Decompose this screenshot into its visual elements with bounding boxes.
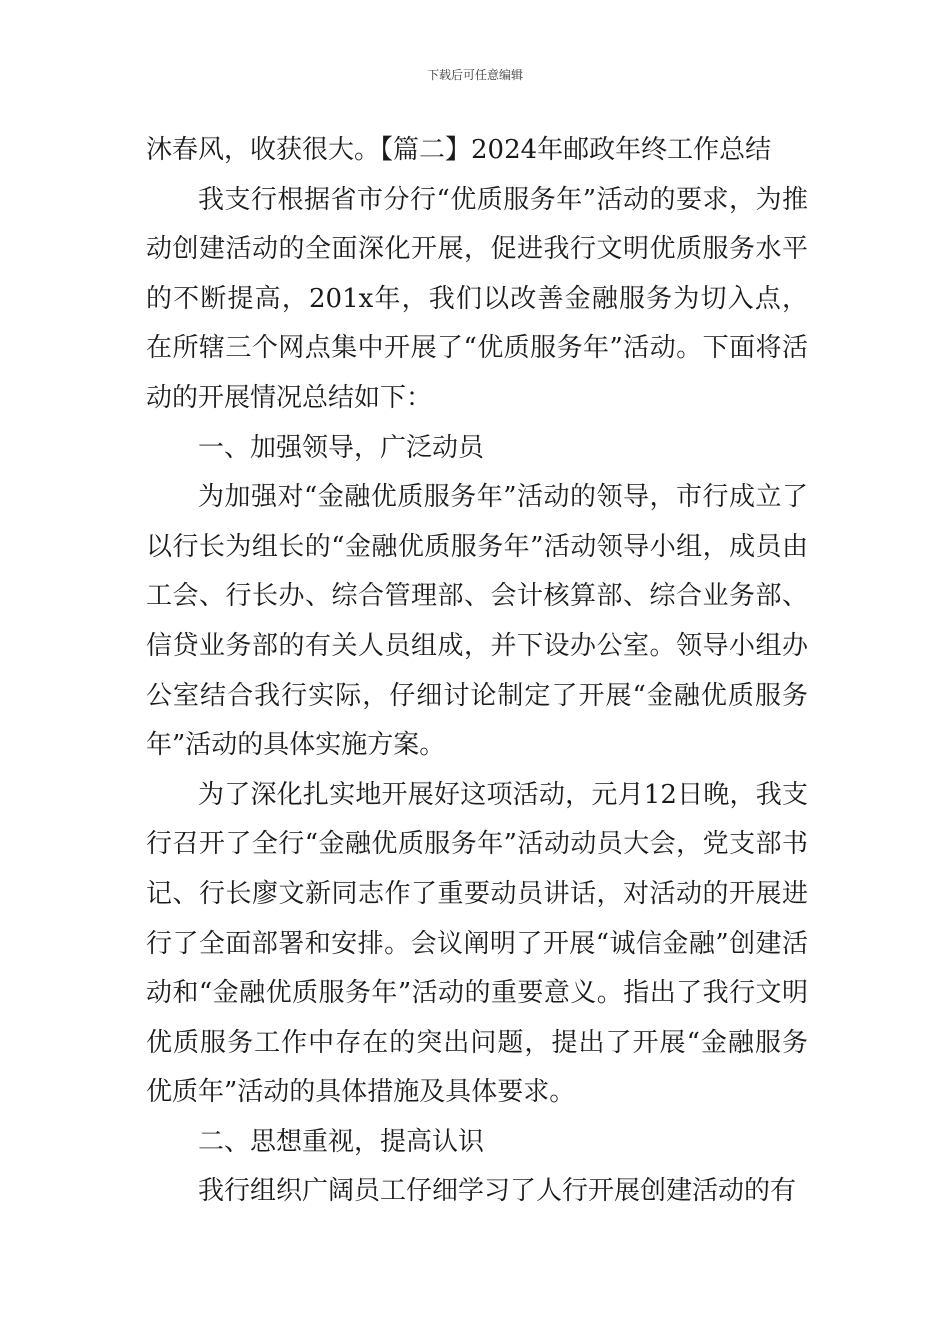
paragraph-leadership: 为加强对“金融优质服务年”活动的领导，市行成立了以行长为组长的“金融优质服务年”活动领导小组，成员由工会、行长办、综合管理部、会计核算部、综合业务部、信贷业务部的有关人员组成，并下设办公室。领导小组办公室结合我行实际，仔细讨论制定了开展“金融优质服务年”活动的具体实施方案。 — [146, 482, 808, 761]
paragraph-continuation: 沐春风，收获很大。【篇二】2024年邮政年终工作总结 — [146, 135, 772, 165]
document-body — [146, 126, 808, 1217]
paragraph-awareness: 我行组织广阔员工仔细学习了人行开展创建活动的有 — [198, 1176, 797, 1207]
page-header: 下载后可任意编辑 — [426, 68, 523, 82]
section-heading-1: 一、加强领导，广泛动员 — [198, 432, 485, 463]
paragraph-mobilization: 为了深化扎实地开展好这项活动，元月12日晚，我支行召开了全行“金融优质服务年”活动动员大会，党支部书记、行长廖文新同志作了重要动员讲话，对活动的开展进行了全面部署和安排。会议阐明了开展“诚信金融”创建活动和“金融优质服务年”活动的重要意义。指出了我行文明优质服务工作中存在的突出问题，提出了开展“金融服务优质年”活动的具体措施及具体要求。 — [146, 779, 808, 1108]
paragraph-intro: 我支行根据省市分行“优质服务年”活动的要求，为推动创建活动的全面深化开展，促进我行文明优质服务水平的不断提高，201x年，我们以改善金融服务为切入点，在所辖三个网点集中开展了“优质服务年”活动。下面将活动的开展情况总结如下： — [146, 184, 808, 413]
section-heading-2: 二、思想重视，提高认识 — [198, 1126, 485, 1157]
